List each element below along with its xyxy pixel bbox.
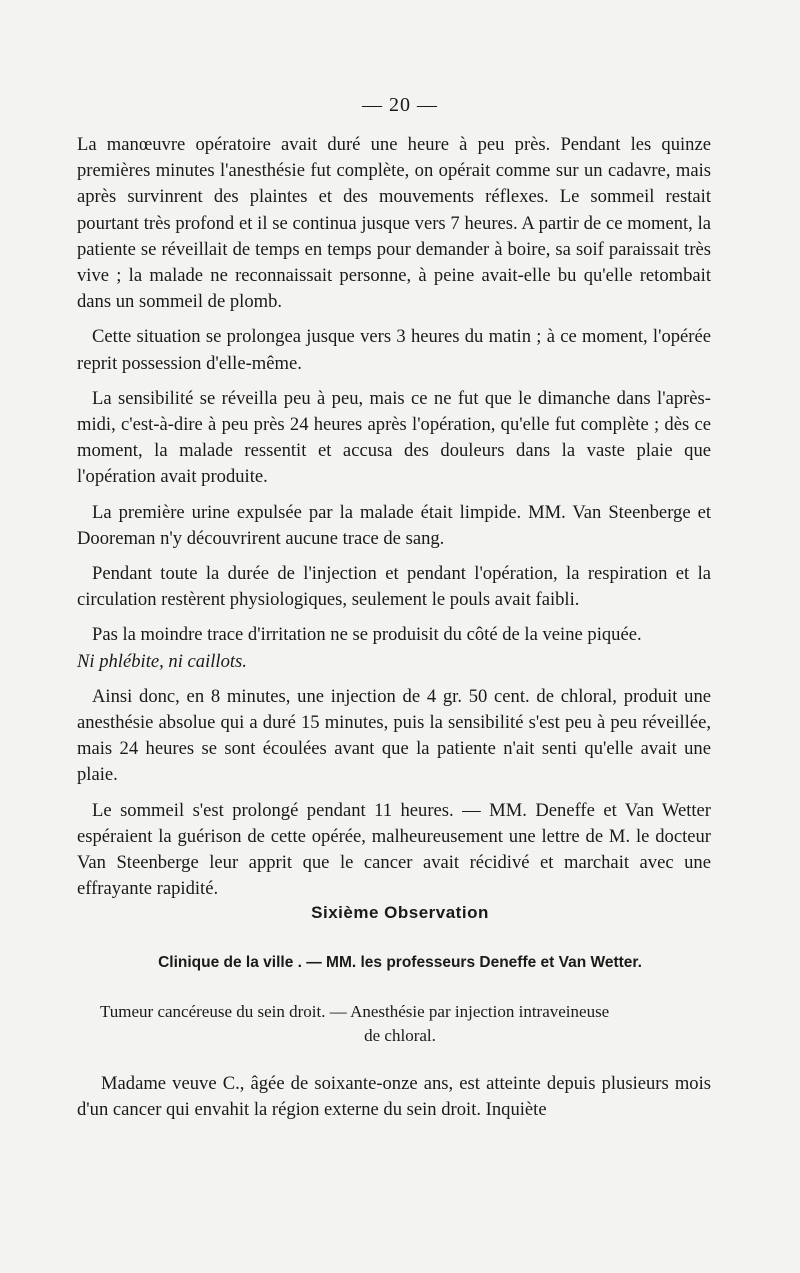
paragraph-7: Ainsi donc, en 8 minutes, une injection de 4 gr. 50 cent. de chloral, produit une anesthésie absolue qui a duré 15 minutes, puis la sensibilité s'est peu à peu réveillée, mais 24 heures se sont écoulées avant que la patiente n'ait senti qu'elle avait une plaie. — [77, 685, 711, 786]
final-text — [77, 1071, 711, 1123]
paragraph-2: Cette situation se prolongea jusque vers 3 heures du matin ; à ce moment, l'opérée reprit possession d'elle-même. — [77, 326, 711, 374]
section-title: Sixième Observation — [311, 903, 489, 922]
clinic-line: Clinique de la ville . — MM. les professeurs Deneffe et Van Wetter. — [158, 954, 642, 971]
paragraph-6: Pas la moindre trace d'irritation ne se produisit du côté de la veine piquée. — [92, 624, 642, 646]
case-summary-line-2: de chloral. — [364, 1026, 436, 1045]
italic-line: Ni phlébite, ni caillots. — [77, 650, 247, 672]
paragraph-1: La manœuvre opératoire avait duré une heure à peu près. Pendant les quinze premières minutes l'anesthésie fut complète, on opérait comme sur un cadavre, mais après survinrent des plaintes et des mouvements réflexes. Le sommeil restait pourtant très profond et il se continua jusque vers 7 heures. A partir de ce moment, la patiente se réveillait de temps en temps pour demander à boire, sa soif paraissait très vive ; la malade ne reconnaissait personne, à peine avait-elle bu qu'elle retombait dans un sommeil de plomb. — [77, 134, 711, 313]
body-text — [77, 132, 711, 911]
case-summary — [100, 1000, 700, 1048]
final-paragraph: Madame veuve C., âgée de soixante-onze ans, est atteinte depuis plusieurs mois d'un cancer qui envahit la région externe du sein droit. Inquiète — [77, 1073, 711, 1121]
paragraph-4: La première urine expulsée par la malade était limpide. MM. Van Steenberge et Dooreman n'y découvrirent aucune trace de sang. — [77, 501, 711, 549]
paragraph-8: Le sommeil s'est prolongé pendant 11 heures. — MM. Deneffe et Van Wetter espéraient la guérison de cette opérée, malheureusement une lettre de M. le docteur Van Steenberge leur apprit que le cancer avait récidivé et marchait avec une effrayante rapidité. — [77, 799, 711, 900]
paragraph-3: La sensibilité se réveilla peu à peu, mais ce ne fut que le dimanche dans l'après-midi, c'est-à-dire à peu près 24 heures après l'opération, qu'elle fut complète ; dès ce moment, la malade ressentit et accusa des douleurs dans la vaste plaie que l'opération avait produite. — [77, 387, 711, 488]
paragraph-5: Pendant toute la durée de l'injection et pendant l'opération, la respiration et la circulation restèrent physiologiques, seulement le pouls avait faibli. — [77, 563, 711, 611]
case-summary-line-1: Tumeur cancéreuse du sein droit. — Anesthésie par injection intraveineuse — [100, 1002, 610, 1021]
page-number: — 20 — — [362, 94, 438, 116]
